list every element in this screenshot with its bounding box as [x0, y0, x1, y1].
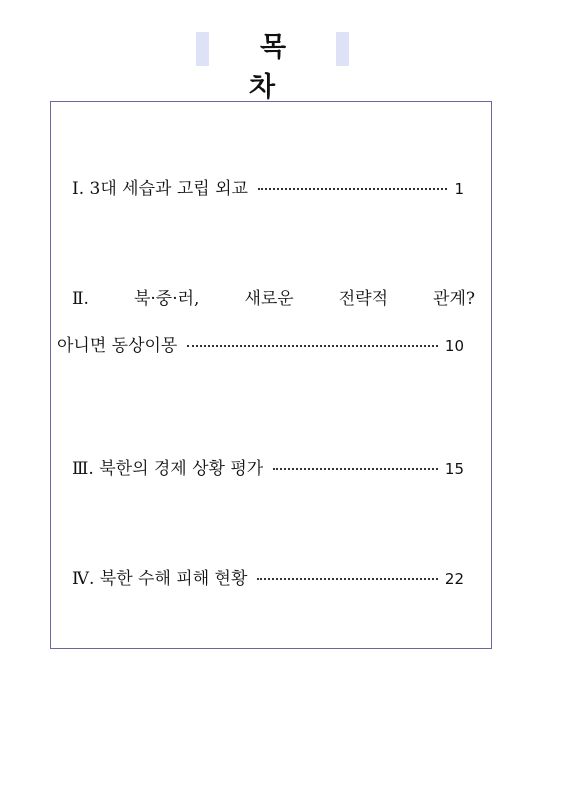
- page-title: 목 차: [248, 32, 309, 103]
- toc-entry-3-page: 15: [444, 460, 464, 478]
- toc-entry-3-label: [72, 457, 263, 481]
- toc-entry-4[interactable]: [72, 567, 464, 591]
- toc-entry-1[interactable]: [72, 177, 464, 201]
- toc-entry-3-leader: [273, 468, 438, 470]
- toc-entry-4-leader: [257, 578, 438, 580]
- toc-entry-1-page: 1: [454, 180, 464, 198]
- toc-entry-2-word-1: 북·중·러,: [133, 289, 200, 309]
- toc-entry-1-title: 3대 세습과 고립 외교: [89, 179, 248, 199]
- toc-header: [0, 28, 568, 103]
- toc-entry-2-word-4: 관계?: [433, 289, 475, 309]
- toc-entry-2-numeral: Ⅱ.: [72, 289, 89, 309]
- toc-entry-1-label: [72, 177, 248, 201]
- toc-entry-2-leader: [187, 345, 438, 347]
- toc-entry-4-page: 22: [444, 570, 464, 588]
- toc-entry-2-word-2: 새로운: [244, 289, 294, 309]
- toc-entry-3-numeral: Ⅲ.: [72, 459, 94, 479]
- toc-entry-1-numeral: Ⅰ.: [72, 179, 85, 199]
- toc-entry-2-line2[interactable]: [57, 334, 464, 358]
- toc-entry-4-numeral: Ⅳ.: [72, 569, 95, 589]
- toc-entry-2-line1[interactable]: [72, 287, 475, 311]
- title-decoration-right: [336, 32, 349, 66]
- toc-entry-1-leader: [258, 188, 448, 190]
- toc-entry-4-title: 북한 수해 피해 현황: [99, 569, 248, 589]
- toc-entry-3[interactable]: [72, 457, 464, 481]
- toc-entry-2-word-3: 전략적: [338, 289, 389, 309]
- toc-entry-2-title-cont: 아니면 동상이몽: [57, 336, 178, 356]
- title-decoration-left: [196, 32, 209, 66]
- toc-entry-2-page: 10: [444, 337, 464, 355]
- toc-entry-3-title: 북한의 경제 상황 평가: [99, 459, 264, 479]
- toc-entry-4-label: [72, 567, 247, 591]
